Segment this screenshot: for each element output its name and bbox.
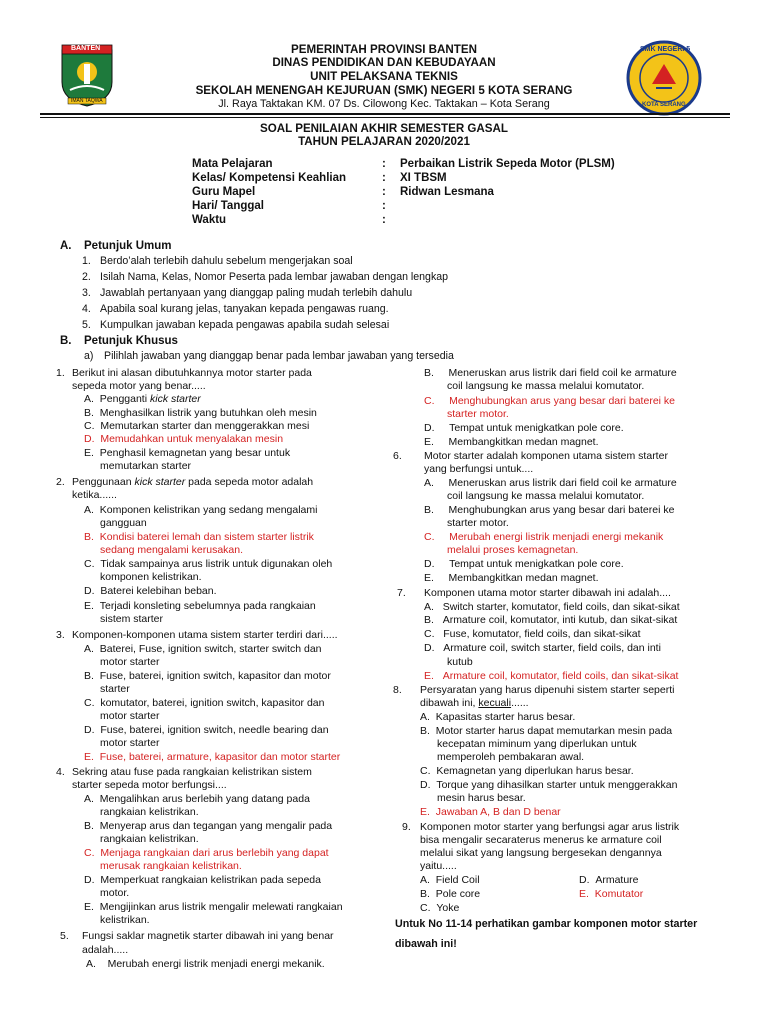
option-c-cont: starter motor. bbox=[447, 408, 509, 420]
section-title: Petunjuk Umum bbox=[84, 240, 172, 252]
option-text: Fuse, komutator, field coils, dan sikat-sikat bbox=[443, 628, 641, 640]
option-text: Kemagnetan yang diperlukan harus besar. bbox=[436, 765, 634, 777]
option-a: A. Field Coil bbox=[420, 874, 480, 886]
question-text: melalui sikat yang langsung bergesekan dengannya bbox=[420, 847, 662, 859]
option-c-cont: merusak rangkaian kelistrikan. bbox=[100, 860, 242, 872]
option-b-answer: B. Kondisi baterei lemah dan sistem starter listrik bbox=[84, 531, 314, 543]
question-text-italic: kick starter bbox=[134, 476, 186, 488]
section-letter: B. bbox=[60, 335, 72, 347]
option-c-cont: melalui proses kemagnetan. bbox=[447, 544, 579, 556]
option-a: A. Meneruskan arus listrik dari field coil ke armature bbox=[424, 477, 677, 489]
question-text: bisa mengalir secaraterus menerus ke armature coil bbox=[420, 834, 662, 846]
meta-value: Perbaikan Listrik Sepeda Motor (PLSM) bbox=[400, 158, 615, 170]
header-line-1: PEMERINTAH PROVINSI BANTEN bbox=[291, 43, 477, 56]
option-a: A. Merubah energi listrik menjadi energi mekanik. bbox=[86, 958, 325, 970]
option-e-cont: sistem starter bbox=[100, 613, 164, 625]
option-b-cont: starter motor. bbox=[447, 517, 509, 529]
option-text: Menghubungkan arus yang besar dari baterei ke bbox=[448, 504, 675, 516]
header-line-2: DINAS PENDIDIKAN DAN KEBUDAYAAN bbox=[272, 56, 496, 69]
option-text: Baterei, Fuse, ignition switch, starter switch dan bbox=[99, 643, 322, 655]
option-text: Mengijinkan arus listrik mengalir melewati rangkaian bbox=[99, 901, 343, 913]
option-c-answer: C. Merubah energi listrik menjadi energi mekanik bbox=[424, 531, 664, 543]
question-text bbox=[72, 476, 313, 489]
question-text: Persyaratan yang harus dipenuhi sistem starter seperti bbox=[420, 684, 675, 696]
option-c: C. Tidak sampainya arus listrik untuk digunakan oleh bbox=[84, 558, 333, 570]
option-a-cont: motor starter bbox=[100, 656, 160, 668]
option-e-cont: memutarkan starter bbox=[100, 460, 192, 472]
meta-sep: : bbox=[382, 186, 386, 198]
option-b: B. Pole core bbox=[420, 888, 481, 900]
option-a-cont: coil langsung ke massa melalui komutator. bbox=[447, 490, 645, 502]
option-d-cont: motor. bbox=[100, 887, 130, 899]
option-d: D. Torque yang dihasilkan starter untuk menggerakkan bbox=[420, 779, 678, 791]
option-c-answer: C. Menghubungkan arus yang besar dari baterei ke bbox=[424, 395, 675, 407]
question-text: Berikut ini alasan dibutuhkannya motor starter pada bbox=[72, 367, 312, 379]
figure-note: dibawah ini! bbox=[395, 938, 457, 950]
option-a: A. Baterei, Fuse, ignition switch, starter switch dan bbox=[84, 643, 322, 655]
option-text: Jawaban A, B dan D benar bbox=[435, 806, 561, 818]
option-c: C. Kemagnetan yang diperlukan harus besar. bbox=[420, 765, 634, 777]
option-c: C. Fuse, komutator, field coils, dan sikat-sikat bbox=[424, 628, 641, 640]
section-letter: A. bbox=[60, 240, 72, 252]
option-text: Armature coil, komutator, field coils, dan sikat-sikat bbox=[442, 670, 679, 682]
option-text: Armature coil, switch starter, field coils, dan inti bbox=[443, 642, 661, 654]
question-text-underlined: kecuali bbox=[478, 697, 512, 709]
question-text-part: Penggunaan bbox=[72, 476, 135, 488]
option-b-cont: rangkaian kelistrikan. bbox=[100, 833, 199, 845]
option-text: Komponen kelistrikan yang sedang mengalami bbox=[99, 504, 318, 516]
question-text: Motor starter adalah komponen utama sistem starter bbox=[424, 450, 668, 462]
option-e-answer: E. Komutator bbox=[579, 888, 644, 900]
option-d-cont: motor starter bbox=[100, 737, 160, 749]
question-text: Fungsi saklar magnetik starter dibawah ini yang benar bbox=[82, 930, 334, 942]
option-text: Armature coil, komutator, inti kutub, dan sikat-sikat bbox=[442, 614, 678, 626]
option-b-cont: coil langsung ke massa melalui komutator. bbox=[447, 380, 645, 392]
kop-divider-thin bbox=[40, 117, 730, 118]
option-b: B. Menghasilkan listrik yang butuhkan oleh mesin bbox=[84, 407, 317, 419]
option-d: D. Armature bbox=[579, 874, 639, 886]
option-text: Pengganti bbox=[99, 393, 150, 405]
list-number: 5. bbox=[82, 319, 91, 331]
list-item: Kumpulkan jawaban kepada pengawas apabila sudah selesai bbox=[100, 319, 390, 331]
banten-logo bbox=[58, 42, 116, 108]
question-number: 3. bbox=[56, 629, 65, 641]
section-title: Petunjuk Khusus bbox=[84, 335, 178, 347]
option-text: Meneruskan arus listrik dari field coil ke armature bbox=[448, 477, 677, 489]
option-b-cont: sedang mengalami kerusakan. bbox=[100, 544, 244, 556]
question-text: Sekring atau fuse pada rangkaian kelistrikan sistem bbox=[72, 766, 312, 778]
kop-divider bbox=[40, 113, 730, 115]
list-number: 2. bbox=[82, 271, 91, 283]
option-text: Tidak sampainya arus listrik untuk digunakan oleh bbox=[100, 558, 333, 570]
list-item: Jawablah pertanyaan yang dianggap paling mudah terlebih dahulu bbox=[100, 287, 413, 299]
option-d-answer: D. Memudahkan untuk menyalakan mesin bbox=[84, 433, 284, 445]
header-line-4: SEKOLAH MENENGAH KEJURUAN (SMK) NEGERI 5 KOTA SERANG bbox=[195, 84, 573, 97]
question-text: ketika...... bbox=[72, 489, 117, 501]
option-text: Memudahkan untuk menyalakan mesin bbox=[100, 433, 284, 445]
option-text: Menjaga rangkaian dari arus berlebih yang dapat bbox=[100, 847, 329, 859]
option-e-answer: E. Armature coil, komutator, field coils, dan sikat-sikat bbox=[424, 670, 679, 682]
option-text: Tempat untuk menigkatkan pole core. bbox=[449, 422, 624, 434]
option-a: A. Kapasitas starter harus besar. bbox=[420, 711, 576, 723]
option-a: A. Mengalihkan arus berlebih yang datang pada bbox=[84, 793, 310, 805]
option-text: Menghubungkan arus yang besar dari baterei ke bbox=[449, 395, 675, 407]
option-d-cont: mesin harus besar. bbox=[437, 792, 526, 804]
question-text: Komponen motor starter yang berfungsi agar arus listrik bbox=[420, 821, 680, 833]
option-text: Yoke bbox=[436, 902, 460, 914]
meta-value: Ridwan Lesmana bbox=[400, 186, 494, 198]
option-e: E. Terjadi konsleting sebelumnya pada rangkaian bbox=[84, 600, 316, 612]
option-text: Membangkitkan medan magnet. bbox=[448, 572, 599, 584]
list-number: 4. bbox=[82, 303, 91, 315]
option-c: C. Memutarkan starter dan menggerakkan mesi bbox=[84, 420, 310, 432]
option-a: A. Pengganti kick starter bbox=[84, 393, 201, 405]
option-b-cont: memperoleh pembakaran awal. bbox=[437, 751, 585, 763]
question-text: sepeda motor yang benar..... bbox=[72, 380, 206, 392]
question-text-part: dibawah ini, bbox=[420, 697, 479, 709]
list-number: 3. bbox=[82, 287, 91, 299]
option-text: Field Coil bbox=[435, 874, 480, 886]
option-text-italic: kick starter bbox=[149, 393, 201, 405]
question-text: starter sepeda motor berfungsi.... bbox=[72, 779, 227, 791]
list-item: Berdo’alah terlebih dahulu sebelum mengerjakan soal bbox=[100, 255, 353, 267]
option-text: Fuse, baterei, armature, kapasitor dan motor starter bbox=[99, 751, 341, 763]
option-a: A. Komponen kelistrikan yang sedang mengalami bbox=[84, 504, 318, 516]
option-d: D. Armature coil, switch starter, field coils, dan inti bbox=[424, 642, 661, 654]
option-text: Baterei kelebihan beban. bbox=[100, 585, 217, 597]
question-text: adalah..... bbox=[82, 944, 129, 956]
option-text: Fuse, baterei, ignition switch, kapasitor dan motor bbox=[99, 670, 331, 682]
option-b-cont: starter bbox=[100, 683, 130, 695]
option-e-cont: kelistrikan. bbox=[100, 914, 150, 926]
option-e: E. Membangkitkan medan magnet. bbox=[424, 572, 599, 584]
option-text: Menyerap arus dan tegangan yang mengalir pada bbox=[99, 820, 333, 832]
question-number: 9. bbox=[402, 821, 411, 833]
option-d-cont: kutub bbox=[447, 656, 473, 668]
option-d: D. Memperkuat rangkaian kelistrikan pada sepeda bbox=[84, 874, 321, 886]
option-c-cont: motor starter bbox=[100, 710, 160, 722]
option-text: Meneruskan arus listrik dari field coil ke armature bbox=[448, 367, 677, 379]
meta-sep: : bbox=[382, 200, 386, 212]
banten-logo-motto: IMAN TAQWA bbox=[71, 98, 103, 104]
question-number: 7. bbox=[397, 587, 406, 599]
option-text: Komutator bbox=[594, 888, 644, 900]
option-d: D. Fuse, baterei, ignition switch, needle bearing dan bbox=[84, 724, 329, 736]
option-text: Membangkitkan medan magnet. bbox=[448, 436, 599, 448]
option-b-cont: kecepatan miminum yang diperlukan untuk bbox=[437, 738, 637, 750]
list-item: Isilah Nama, Kelas, Nomor Peserta pada lembar jawaban dengan lengkap bbox=[100, 271, 449, 283]
option-text: Merubah energi listrik menjadi energi mekanik. bbox=[107, 958, 325, 970]
option-c-cont: komponen kelistrikan. bbox=[100, 571, 202, 583]
option-c: C. Yoke bbox=[420, 902, 460, 914]
option-e-answer: E. Jawaban A, B dan D benar bbox=[420, 806, 561, 818]
option-text: Pole core bbox=[435, 888, 481, 900]
option-text: Armature bbox=[595, 874, 639, 886]
question-number: 2. bbox=[56, 476, 65, 488]
meta-sep: : bbox=[382, 172, 386, 184]
option-e: E. Mengijinkan arus listrik mengalir melewati rangkaian bbox=[84, 901, 343, 913]
meta-label: Kelas/ Kompetensi Keahlian bbox=[192, 172, 347, 184]
question-text bbox=[420, 697, 529, 710]
option-a-cont: gangguan bbox=[100, 517, 147, 529]
option-e: E. Membangkitkan medan magnet. bbox=[424, 436, 599, 448]
option-b: B. Motor starter harus dapat memutarkan mesin pada bbox=[420, 725, 673, 737]
smk-logo-top-text: SMK NEGERI 5 bbox=[640, 46, 691, 53]
meta-label: Hari/ Tanggal bbox=[192, 200, 264, 212]
option-e-answer: E. Fuse, baterei, armature, kapasitor dan motor starter bbox=[84, 751, 341, 763]
list-number: a) bbox=[84, 350, 94, 362]
option-a-cont: rangkaian kelistrikan. bbox=[100, 806, 199, 818]
option-text: Tempat untuk menigkatkan pole core. bbox=[449, 558, 624, 570]
option-text: Menghasilkan listrik yang butuhkan oleh mesin bbox=[99, 407, 317, 419]
question-number: 5. bbox=[60, 930, 69, 942]
smk-logo bbox=[626, 40, 702, 116]
meta-sep: : bbox=[382, 214, 386, 226]
option-b: B. Meneruskan arus listrik dari field coil ke armature bbox=[424, 367, 677, 379]
smk-logo-bottom-text: KOTA SERANG bbox=[642, 102, 686, 108]
question-number: 1. bbox=[56, 367, 65, 379]
figure-note: Untuk No 11-14 perhatikan gambar komponen motor starter bbox=[395, 918, 698, 930]
option-b: B. Menyerap arus dan tegangan yang mengalir pada bbox=[84, 820, 333, 832]
option-c: C. komutator, baterei, ignition switch, kapasitor dan bbox=[84, 697, 325, 709]
option-text: komutator, baterei, ignition switch, kapasitor dan bbox=[100, 697, 325, 709]
list-number: 1. bbox=[82, 255, 91, 267]
option-d: D. Tempat untuk menigkatkan pole core. bbox=[424, 558, 624, 570]
exam-year: TAHUN PELAJARAN 2020/2021 bbox=[298, 135, 470, 148]
option-b: B. Armature coil, komutator, inti kutub, dan sikat-sikat bbox=[424, 614, 678, 626]
question-text: Komponen-komponen utama sistem starter terdiri dari..... bbox=[72, 629, 338, 641]
meta-label: Guru Mapel bbox=[192, 186, 256, 198]
header-line-3: UNIT PELAKSANA TEKNIS bbox=[310, 70, 458, 83]
question-text: yaitu..... bbox=[420, 860, 457, 872]
option-text: Motor starter harus dapat memutarkan mesin pada bbox=[435, 725, 673, 737]
option-text: Torque yang dihasilkan starter untuk menggerakkan bbox=[436, 779, 678, 791]
option-e: E. Penghasil kemagnetan yang besar untuk bbox=[84, 447, 291, 459]
header-address: Jl. Raya Taktakan KM. 07 Ds. Cilowong Kec. Taktakan – Kota Serang bbox=[218, 98, 550, 110]
meta-label: Mata Pelajaran bbox=[192, 158, 273, 170]
question-text: yang berfungsi untuk.... bbox=[424, 463, 534, 475]
list-item: Apabila soal kurang jelas, tanyakan kepada pengawas ruang. bbox=[100, 303, 389, 315]
question-text-part: ...... bbox=[511, 697, 529, 709]
option-text: Kondisi baterei lemah dan sistem starter listrik bbox=[99, 531, 314, 543]
option-text: Penghasil kemagnetan yang besar untuk bbox=[99, 447, 291, 459]
question-number: 4. bbox=[56, 766, 65, 778]
banten-logo-text: BANTEN bbox=[71, 45, 101, 52]
option-text: Mengalihkan arus berlebih yang datang pada bbox=[99, 793, 310, 805]
meta-sep: : bbox=[382, 158, 386, 170]
special-instruction: Pilihlah jawaban yang dianggap benar pada lembar jawaban yang tersedia bbox=[104, 350, 454, 362]
question-number: 8. bbox=[393, 684, 402, 696]
option-text: Terjadi konsleting sebelumnya pada rangkaian bbox=[99, 600, 316, 612]
option-text: Merubah energi listrik menjadi energi mekanik bbox=[449, 531, 664, 543]
option-d: D. Baterei kelebihan beban. bbox=[84, 585, 217, 597]
option-b: B. Fuse, baterei, ignition switch, kapasitor dan motor bbox=[84, 670, 331, 682]
option-c-answer: C. Menjaga rangkaian dari arus berlebih yang dapat bbox=[84, 847, 329, 859]
meta-value: XI TBSM bbox=[400, 172, 447, 184]
option-b: B. Menghubungkan arus yang besar dari baterei ke bbox=[424, 504, 675, 516]
option-text: Fuse, baterei, ignition switch, needle bearing dan bbox=[100, 724, 329, 736]
option-text: Kapasitas starter harus besar. bbox=[435, 711, 576, 723]
option-d: D. Tempat untuk menigkatkan pole core. bbox=[424, 422, 624, 434]
option-text: Memperkuat rangkaian kelistrikan pada sepeda bbox=[100, 874, 321, 886]
question-text-part: pada sepeda motor adalah bbox=[185, 476, 314, 488]
option-a: A. Switch starter, komutator, field coils, dan sikat-sikat bbox=[424, 601, 680, 613]
question-number: 6. bbox=[393, 450, 402, 462]
meta-label: Waktu bbox=[192, 214, 227, 226]
exam-title: SOAL PENILAIAN AKHIR SEMESTER GASAL bbox=[260, 122, 508, 135]
option-text: Switch starter, komutator, field coils, dan sikat-sikat bbox=[442, 601, 680, 613]
question-text: Komponen utama motor starter dibawah ini adalah.... bbox=[424, 587, 671, 599]
option-text: Memutarkan starter dan menggerakkan mesi bbox=[100, 420, 310, 432]
